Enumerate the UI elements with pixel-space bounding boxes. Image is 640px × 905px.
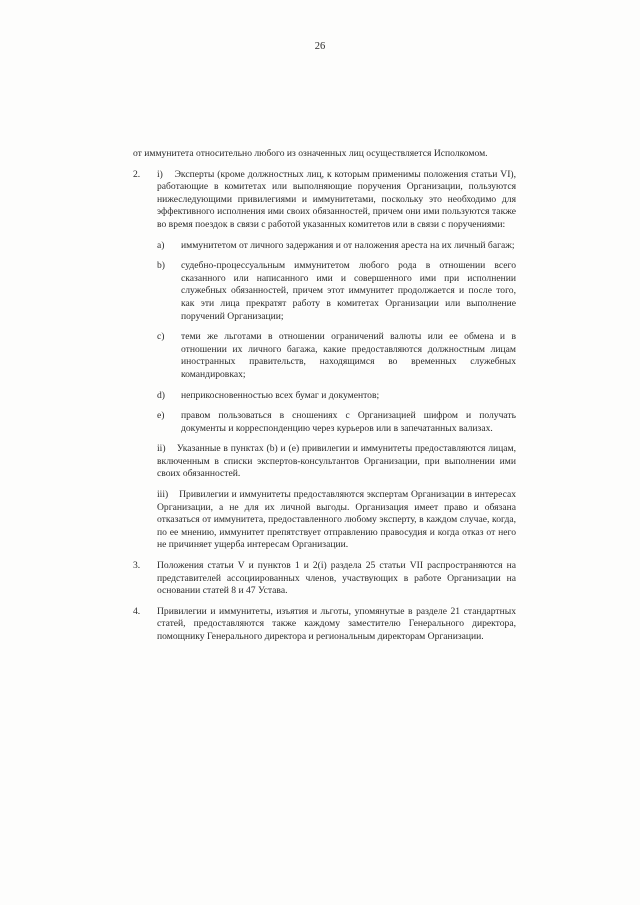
list-item-letter: c): [157, 331, 165, 343]
subparagraph-label: ii): [157, 443, 166, 455]
paragraph-4: [133, 606, 516, 644]
paragraph-text: Привилегии и иммунитеты, изъятия и льготы, упомянутые в разделе 21 стандартных статей, предоставляются также каждому заместителю Генерального директора, помощнику Генерального директора и региональным директорам Организации.: [157, 605, 516, 642]
list-item-b: [157, 260, 516, 323]
paragraph-2-ii: [157, 443, 516, 481]
list-item-text: судебно-процессуальным иммунитетом любого рода в отношении всего сказанного или написанного ими и совершенного ими при исполнении служебных обязанностей, причем этот иммунитет продолжается и после того, как эти лица прекратят работу в комитетах Организации или выполнение поручений Организации;: [181, 260, 516, 322]
list-item-text: неприкосновенностью всех бумаг и документов;: [181, 389, 380, 401]
list-item-c: [157, 331, 516, 381]
paragraph-number: 2.: [133, 168, 141, 180]
list-item-letter: a): [157, 239, 165, 251]
list-item-d: [157, 390, 516, 403]
page-number: 26: [314, 41, 326, 52]
paragraph-text: Положения статьи V и пунктов 1 и 2(i) раздела 25 статьи VII распространяются на представителей ассоциированных членов, участвующих в работе Организации на основании статей 8 и 47 Устава.: [157, 560, 516, 597]
list-item-text: правом пользоваться в сношениях с Организацией шифром и получать документы и корреспонденцию через курьеров или в запечатанных вализах.: [181, 410, 516, 434]
paragraph-intro: от иммунитета относительно любого из означенных лиц осуществляется Исполкомом.: [133, 148, 488, 159]
list-item-letter: b): [157, 260, 165, 272]
list-item-letter: e): [157, 410, 165, 422]
paragraph-2: [133, 169, 516, 232]
list-item-e: [157, 410, 516, 435]
list-item-text: теми же льготами в отношении ограничений валюты или ее обмена и в отношении их личного багажа, какие предоставляются должностным лицам иностранных правительств, находящимся во временных служебных командировках;: [181, 331, 516, 380]
document-body: [133, 148, 516, 652]
paragraph-2-iii: [157, 489, 516, 552]
list-item-a: [157, 240, 516, 253]
paragraph-text: Указанные в пунктах (b) и (e) привилегии и иммунитеты предоставляются лицам, включенным в списки экспертов-консультантов Организации, при выполнении ими своих обязанностей.: [157, 443, 517, 480]
paragraph-text: Привилегии и иммунитеты предоставляются экспертам Организации в интересах Организации, а не для их личной выгоды. Организация имеет право и обязана отказаться от иммунитета, предоставленного любому эксперту, в каждом случае, когда, по ее мнению, иммунитет препятствует отправлению правосудия и когда отказ от него не причиняет ущерба интересам Организации.: [157, 489, 517, 551]
paragraph-number: 3.: [133, 560, 141, 572]
list-item-letter: d): [157, 389, 165, 401]
paragraph-number: 4.: [133, 605, 141, 617]
paragraph-2-body: [157, 169, 516, 232]
paragraph-3: [133, 560, 516, 598]
subparagraph-label: i): [157, 168, 163, 180]
paragraph-text: Эксперты (кроме должностных лиц, к которым применимы положения статьи VI), работающие в комитетах или выполняющие поручения Организации, пользуются нижеследующими привилегиями и иммунитетами, поскольку это необходимо для эффективного исполнения ими своих обязанностей, причем они ими пользуются также во время поездок в связи с работой указанных комитетов или в связи с поручениями:: [157, 168, 517, 230]
list-item-text: иммунитетом от личного задержания и от наложения ареста на их личный багаж;: [181, 239, 515, 251]
subparagraph-label: iii): [157, 489, 169, 501]
